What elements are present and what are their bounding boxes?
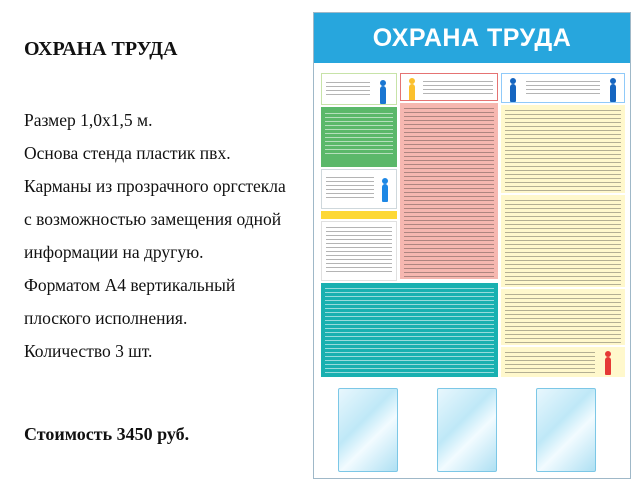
worker-icon bbox=[605, 357, 611, 375]
panel-green-list bbox=[321, 107, 397, 167]
spec-format-2: плоского исполнения. bbox=[24, 308, 188, 328]
worker-icon bbox=[382, 184, 388, 202]
panel-red-top bbox=[400, 73, 498, 101]
panel-teal bbox=[321, 283, 498, 377]
panel-yellow-3 bbox=[501, 289, 625, 345]
panel-yellow-strip bbox=[321, 211, 397, 219]
worker-icon bbox=[510, 84, 516, 102]
product-title: ОХРАНА ТРУДА bbox=[24, 38, 178, 60]
panel-green-top bbox=[321, 73, 397, 105]
panel-yellow-2 bbox=[501, 195, 625, 287]
worker-icon bbox=[380, 86, 386, 104]
spec-quantity: Количество 3 шт. bbox=[24, 341, 153, 361]
spec-material: Основа стенда пластик пвх. bbox=[24, 143, 231, 163]
spec-pockets-3: информации на другую. bbox=[24, 242, 204, 262]
panel-yellow-4 bbox=[501, 347, 625, 377]
panel-text-block bbox=[321, 221, 397, 281]
spec-pockets: Карманы из прозрачного оргстекла bbox=[24, 176, 286, 196]
spec-size: Размер 1,0х1,5 м. bbox=[24, 110, 153, 130]
spec-pockets-2: с возможностью замещения одной bbox=[24, 209, 282, 229]
pocket-3 bbox=[536, 388, 596, 472]
spec-format: Форматом А4 вертикальный bbox=[24, 275, 236, 295]
panel-blue-top bbox=[501, 73, 625, 103]
panel-yellow-1 bbox=[501, 105, 625, 193]
stand-board-image bbox=[313, 12, 631, 479]
worker-icon bbox=[610, 84, 616, 102]
panel-pink-text bbox=[400, 103, 498, 279]
pocket-1 bbox=[338, 388, 398, 472]
worker-icon bbox=[409, 84, 415, 101]
panel-health bbox=[321, 169, 397, 209]
price: Стоимость 3450 руб. bbox=[24, 424, 190, 444]
pocket-2 bbox=[437, 388, 497, 472]
board-header: ОХРАНА ТРУДА bbox=[314, 13, 630, 63]
